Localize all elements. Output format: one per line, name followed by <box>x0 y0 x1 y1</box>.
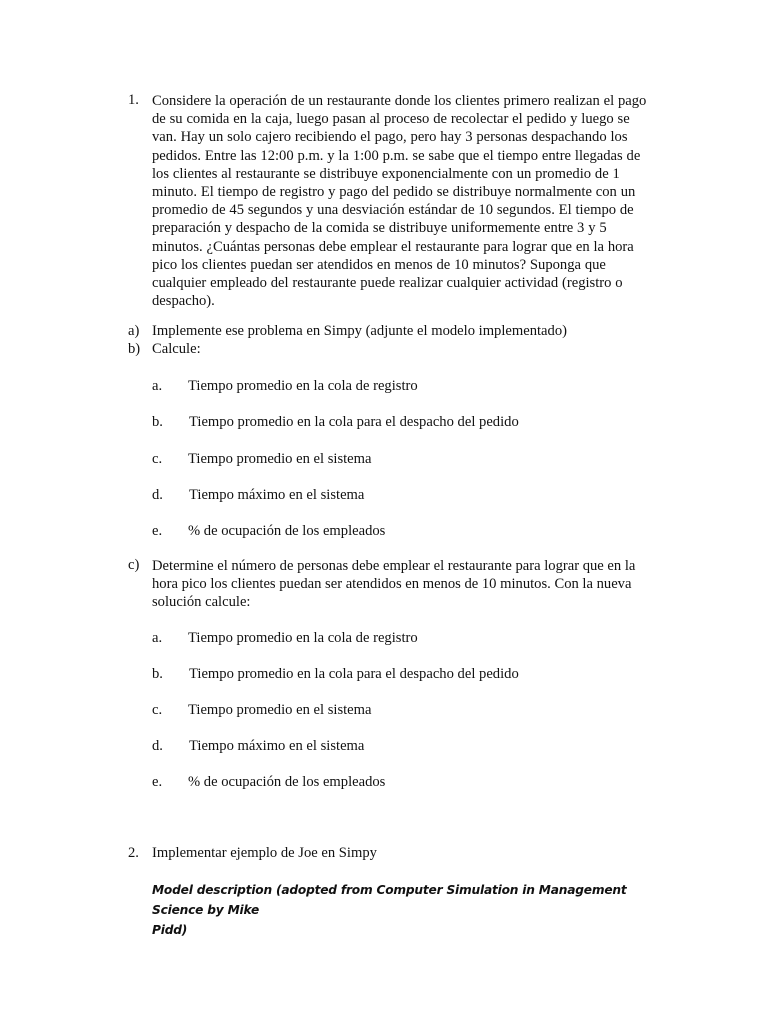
part-c-line: hora pico los clientes puedan ser atendidos en menos de 10 minutos. Con la nueva <box>152 576 632 593</box>
part-c-item-text: Tiempo promedio en la cola de registro <box>188 630 418 646</box>
question-1-line: pico los clientes puedan ser atendidos en menos de 10 minutos? Suponga que <box>152 256 606 273</box>
part-b-label: b) <box>128 341 141 357</box>
part-c-line: solución calcule: <box>152 594 251 611</box>
question-1-line: cualquier empleado del restaurante puede realizar cualquier actividad (registro o <box>152 275 623 292</box>
question-1-line: van. Hay un solo cajero recibiendo el pago, pero hay 3 personas despachando los <box>152 129 628 146</box>
question-1-line: preparación y despacho de la comida se distribuye uniformemente entre 3 y 5 <box>152 220 607 237</box>
part-c-item-label: a. <box>152 630 163 646</box>
part-b-item-text: Tiempo promedio en el sistema <box>188 451 372 467</box>
part-c-item-label: c. <box>152 702 163 718</box>
question-1-line: de su comida en la caja, luego pasan al proceso de recolectar el pedido y luego se <box>152 111 630 128</box>
model-description-line: Model description (adopted from Computer Simulation in Management Science by Mike <box>152 883 627 917</box>
part-c-text <box>152 557 652 612</box>
part-b-item-label: b. <box>152 414 163 430</box>
question-1-text <box>152 92 652 310</box>
model-description <box>152 880 672 940</box>
part-b-item-text: Tiempo promedio en la cola para el despacho del pedido <box>189 414 519 430</box>
part-b-item-text: Tiempo promedio en la cola de registro <box>188 378 418 394</box>
question-2-text: Implementar ejemplo de Joe en Simpy <box>152 845 377 861</box>
part-b-item-text: % de ocupación de los empleados <box>188 523 386 539</box>
part-b-item-label: c. <box>152 451 163 467</box>
part-c-item-text: Tiempo máximo en el sistema <box>189 738 365 754</box>
model-description-line: Pidd) <box>152 923 188 937</box>
question-1-number: 1. <box>128 92 139 108</box>
question-1-line: los clientes al restaurante se distribuye exponencialmente con un promedio de 1 <box>152 165 620 182</box>
part-b-item-text: Tiempo máximo en el sistema <box>189 487 365 503</box>
part-c-item-text: Tiempo promedio en la cola para el despacho del pedido <box>189 666 519 682</box>
part-b-item-label: d. <box>152 487 163 503</box>
question-1-line: despacho). <box>152 293 215 310</box>
question-1-line: Considere la operación de un restaurante donde los clientes primero realizan el pago <box>152 93 647 109</box>
question-2-number: 2. <box>128 845 139 861</box>
part-c-label: c) <box>128 557 140 573</box>
part-c-item-text: Tiempo promedio en el sistema <box>188 702 372 718</box>
question-1-line: pedidos. Entre las 12:00 p.m. y la 1:00 p.m. se sabe que el tiempo entre llegadas de <box>152 147 641 164</box>
question-1-line: minutos. ¿Cuántas personas debe emplear el restaurante para lograr que en la hora <box>152 238 634 255</box>
part-a-label: a) <box>128 323 140 339</box>
part-b-item-label: a. <box>152 378 163 394</box>
part-c-item-label: d. <box>152 738 163 754</box>
part-c-item-label: b. <box>152 666 163 682</box>
part-c-line: Determine el número de personas debe emplear el restaurante para lograr que en la <box>152 558 636 574</box>
part-a-text: Implemente ese problema en Simpy (adjunte el modelo implementado) <box>152 323 567 339</box>
part-b-text: Calcule: <box>152 341 201 357</box>
part-b-item-label: e. <box>152 523 163 539</box>
question-1-line: promedio de 45 segundos y una desviación estándar de 10 segundos. El tiempo de <box>152 202 634 219</box>
question-1-line: minuto. El tiempo de registro y pago del pedido se distribuye normalmente con un <box>152 184 636 201</box>
part-c-item-label: e. <box>152 774 163 790</box>
part-c-item-text: % de ocupación de los empleados <box>188 774 386 790</box>
